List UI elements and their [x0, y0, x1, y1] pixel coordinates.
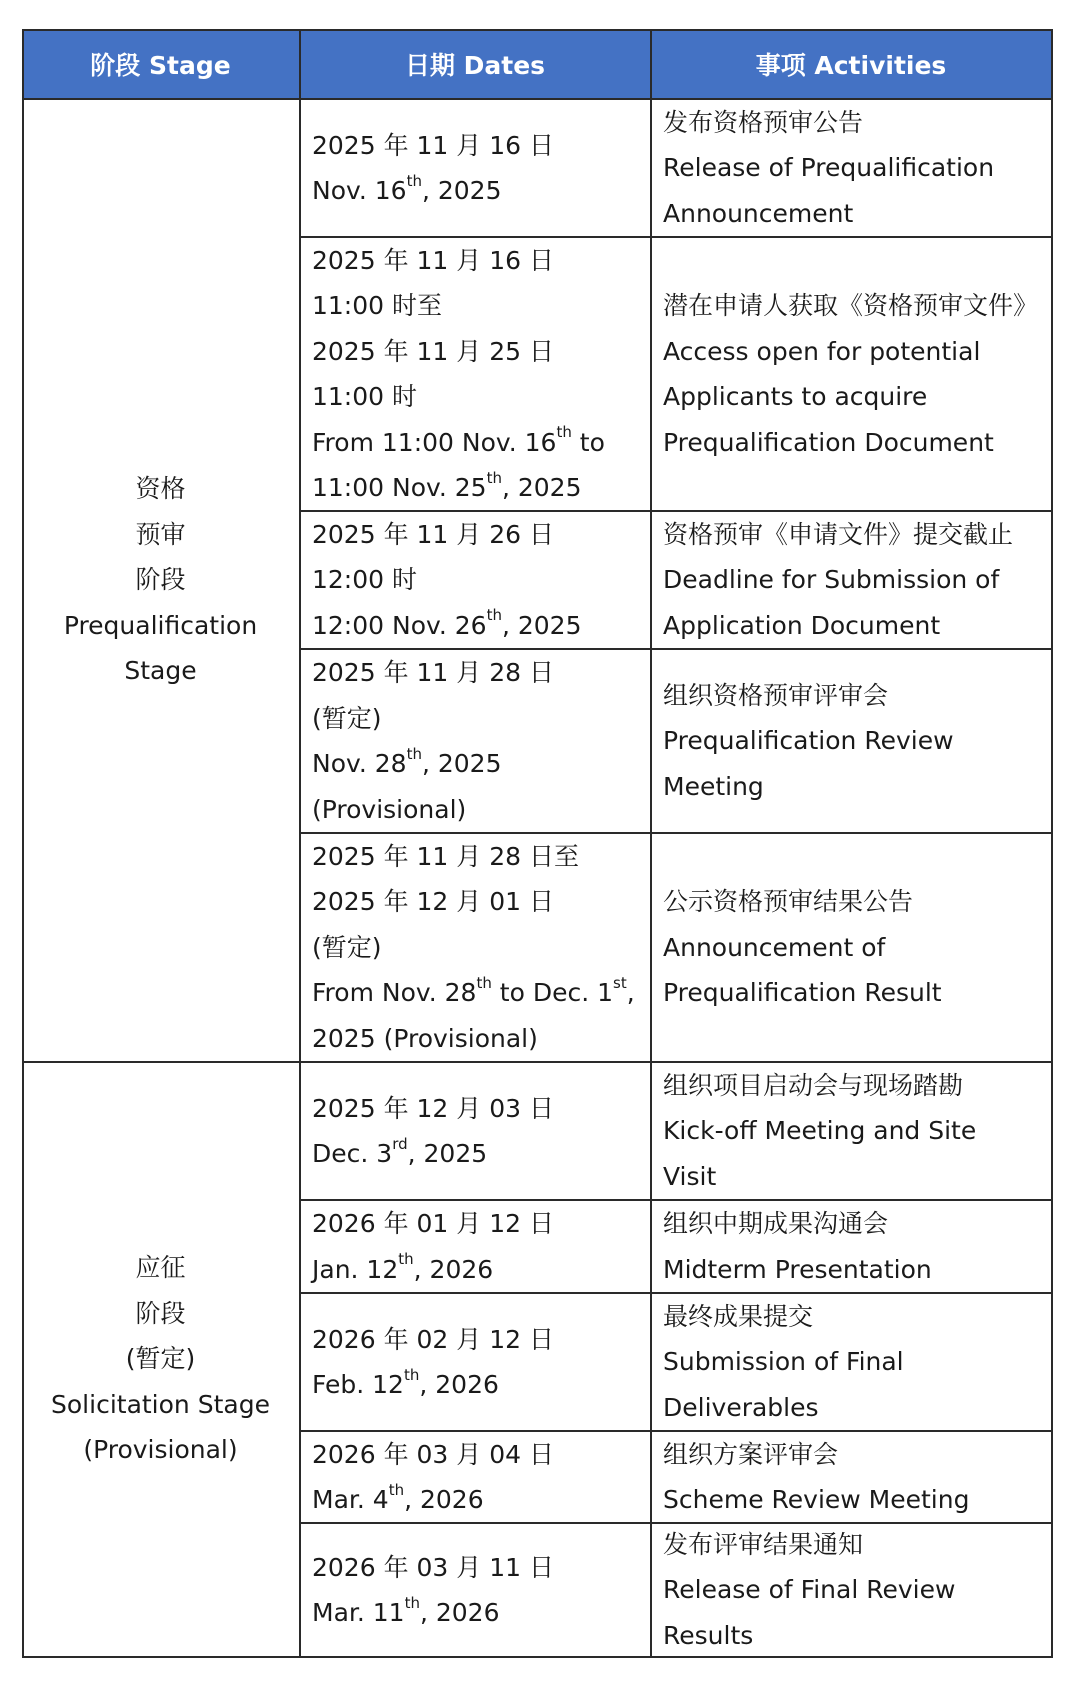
date-line: Jan. 12th, 2026: [312, 1250, 494, 1284]
activity-line: Prequalification Result: [663, 978, 942, 1008]
activity-cell: [651, 1063, 1051, 1199]
date-cell: [300, 100, 650, 236]
date-cell: [300, 512, 650, 648]
border-line: [22, 29, 24, 1657]
date-cell: [300, 1201, 650, 1292]
activity-cell: [651, 100, 1051, 236]
stage-line: Prequalification: [63, 610, 258, 640]
date-line: (Provisional): [312, 794, 467, 824]
date-line: 12:00 时: [312, 565, 417, 595]
activity-line: 组织资格预审评审会: [663, 680, 889, 710]
activity-line: 发布评审结果通知: [663, 1529, 864, 1559]
activity-line: Submission of Final: [663, 1347, 904, 1377]
border-line: [299, 832, 1053, 834]
stage-line: 应征: [135, 1253, 186, 1283]
border-line: [1051, 29, 1053, 1657]
activity-line: 最终成果提交: [663, 1301, 814, 1331]
activity-cell: [651, 1432, 1051, 1522]
date-line: Feb. 12th, 2026: [312, 1365, 499, 1399]
header-stage: 阶段 Stage: [22, 30, 299, 98]
activity-line: Results: [663, 1620, 754, 1650]
activity-line: Visit: [663, 1161, 717, 1191]
stage-line: 阶段: [135, 1298, 186, 1328]
date-line: 2025 年 12 月 01 日: [312, 887, 554, 917]
activity-line: Kick-off Meeting and Site: [663, 1116, 977, 1146]
activity-line: Deadline for Submission of: [663, 565, 1000, 595]
activity-line: Applicants to acquire: [663, 382, 928, 411]
activity-line: 发布资格预审公告: [663, 107, 864, 137]
date-line: 2025 年 11 月 16 日: [312, 245, 554, 275]
stage-line: (Provisional): [83, 1435, 238, 1465]
date-line: 2025 年 11 月 28 日: [312, 658, 554, 687]
border-line: [22, 98, 1053, 100]
stage-line: 预审: [135, 519, 186, 549]
activity-line: 公示资格预审结果公告: [663, 887, 914, 917]
date-cell: [300, 1063, 650, 1199]
date-cell: [300, 1432, 650, 1522]
activity-line: Announcement: [663, 198, 854, 228]
activity-line: Scheme Review Meeting: [663, 1485, 970, 1514]
stage-line: Stage: [124, 656, 197, 686]
border-line: [299, 648, 1053, 650]
border-line: [22, 1061, 1053, 1063]
activity-line: 组织方案评审会: [663, 1439, 839, 1469]
date-line: Nov. 16th, 2025: [312, 171, 502, 205]
date-line: 2025 年 11 月 16 日: [312, 130, 554, 160]
activity-line: 资格预审《申请文件》提交截止: [663, 519, 1014, 549]
stage-prequalification: [22, 100, 299, 1060]
border-line: [299, 1292, 1053, 1294]
date-line: 2025 年 11 月 28 日至: [312, 841, 579, 871]
date-cell: [300, 834, 650, 1061]
date-line: 2025 年 11 月 26 日: [312, 519, 554, 549]
border-line: [22, 1656, 1053, 1658]
date-line: 11:00 时: [312, 382, 417, 411]
activity-line: Deliverables: [663, 1392, 819, 1422]
activity-line: 组织项目启动会与现场踏勘: [663, 1070, 964, 1100]
activity-line: Prequalification Review: [663, 726, 954, 756]
date-line: 2026 年 03 月 11 日: [312, 1552, 554, 1582]
date-line: (暂定): [312, 932, 382, 962]
header-activities: 事项 Activities: [651, 30, 1051, 98]
date-cell: [300, 650, 650, 832]
date-line: 12:00 Nov. 26th, 2025: [312, 606, 582, 640]
border-line: [299, 1199, 1053, 1201]
date-line: Nov. 28th, 2025: [312, 744, 502, 778]
stage-line: 资格: [135, 474, 186, 504]
activity-line: Prequalification Document: [663, 427, 994, 457]
border-line: [299, 1430, 1053, 1432]
date-line: 11:00 时至: [312, 291, 442, 320]
date-cell: [300, 1524, 650, 1656]
date-line: (暂定): [312, 703, 382, 733]
activity-line: Midterm Presentation: [663, 1254, 932, 1284]
date-line: Mar. 11th, 2026: [312, 1593, 500, 1627]
activity-cell: [651, 1524, 1051, 1656]
date-cell: [300, 1294, 650, 1430]
activity-cell: [651, 650, 1051, 832]
date-line: From Nov. 28th to Dec. 1st,: [312, 973, 635, 1008]
date-line: From 11:00 Nov. 16th to: [312, 423, 605, 457]
border-line: [22, 29, 1053, 31]
date-line: 2026 年 02 月 12 日: [312, 1324, 554, 1354]
activity-cell: [651, 834, 1051, 1061]
activity-line: Release of Final Review: [663, 1575, 956, 1605]
date-line: 2026 年 01 月 12 日: [312, 1209, 554, 1238]
activity-line: Announcement of: [663, 932, 886, 962]
activity-line: Meeting: [663, 771, 764, 801]
date-line: Mar. 4th, 2026: [312, 1480, 484, 1514]
activity-line: 潜在申请人获取《资格预审文件》: [663, 291, 1039, 320]
activity-line: Release of Prequalification: [663, 153, 995, 183]
date-line: 2025 年 11 月 25 日: [312, 336, 554, 366]
stage-line: (暂定): [125, 1344, 196, 1374]
activity-line: Application Document: [663, 610, 941, 640]
date-cell: [300, 238, 650, 510]
date-line: 2025 (Provisional): [312, 1023, 538, 1053]
border-line: [650, 29, 652, 1657]
activity-line: 组织中期成果沟通会: [663, 1209, 889, 1238]
header-dates: 日期 Dates: [300, 30, 650, 98]
border-line: [299, 29, 301, 1657]
date-line: 2026 年 03 月 04 日: [312, 1439, 554, 1469]
activity-cell: [651, 1201, 1051, 1292]
stage-line: 阶段: [135, 565, 186, 595]
border-line: [299, 1522, 1053, 1524]
border-line: [299, 236, 1053, 238]
date-line: 2025 年 12 月 03 日: [312, 1093, 554, 1123]
stage-line: Solicitation Stage: [51, 1389, 270, 1419]
date-line: 11:00 Nov. 25th, 2025: [312, 468, 582, 502]
activity-cell: [651, 1294, 1051, 1430]
stage-solicitation: [22, 1062, 299, 1656]
activity-line: Access open for potential: [663, 336, 981, 366]
activity-cell: [651, 238, 1051, 510]
date-line: Dec. 3rd, 2025: [312, 1134, 488, 1168]
activity-cell: [651, 512, 1051, 648]
border-line: [299, 510, 1053, 512]
